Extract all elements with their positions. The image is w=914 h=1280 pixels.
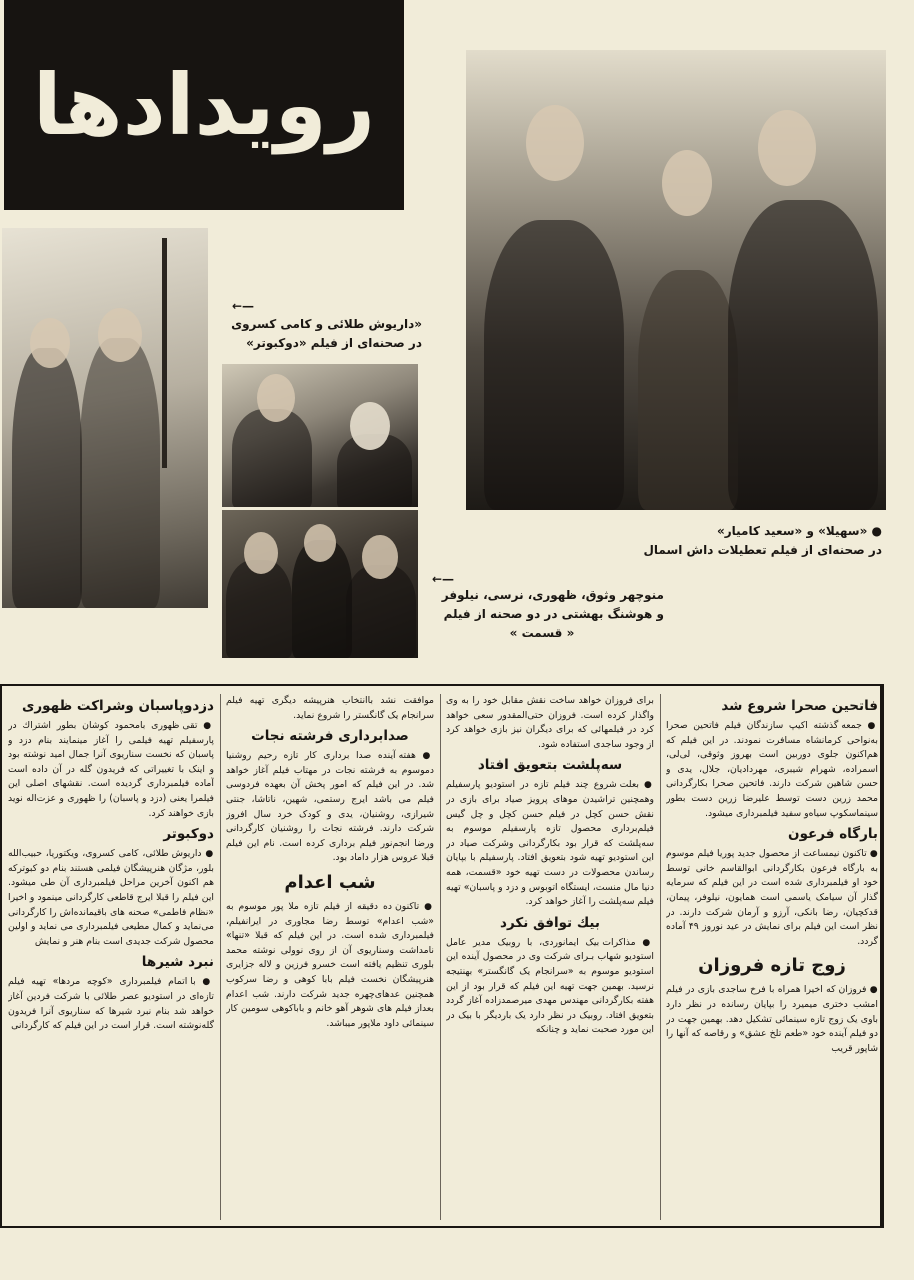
article-text: تقی ظهوری بامحمود کوشان بطور اشتراك در پارسفیلم تهیه فیلمی را آغاز مینمایند بنام دزد و پاسبان که نخست سناریوی آنرا جمال امید نوشته بود و اینک با تغییراتی که فریدون گله در آن داده است آماده فیلمبرداری گردیده است. نقشهای اصلی این فیلمرا یعنی (دزد و پاسبان) را ظهوری و عزت‌اله نوید بازی خواهند کرد. bbox=[8, 720, 214, 819]
caption-line: در صحنه‌ای از فیلم تعطیلات داش اسمال bbox=[643, 543, 882, 557]
article-paragraph bbox=[226, 749, 434, 866]
caption-line bbox=[560, 522, 882, 541]
headline-shab-edam: شب اعدام bbox=[284, 871, 376, 893]
headline-do-kabootar: دوکبوتر bbox=[163, 826, 214, 843]
bullet-icon: ● bbox=[203, 721, 214, 731]
article-paragraph: برای فروزان خواهد ساخت نقش مقابل خود را به وی واگذار کرده است. فروزان حتی‌المقدور سعی خواهد کرد در فیلمهائی که برای دیگران نیز بازی خواهد کرد از وجود ساجدی استفاده شود. bbox=[446, 695, 654, 750]
caption-line: در صحنه‌ای از فیلم «دوکبوتر» bbox=[246, 336, 422, 350]
article-paragraph bbox=[8, 975, 214, 1033]
headline-fereshte-nejat: صدابرداری فرشته نجات bbox=[251, 728, 409, 745]
bullet-icon: ● bbox=[205, 849, 214, 860]
article-paragraph bbox=[8, 719, 214, 821]
column-1 bbox=[666, 694, 878, 1220]
caption-do-kabootar bbox=[212, 315, 422, 353]
headline-beik-tavafogh: بیك توافق نكرد bbox=[500, 914, 600, 931]
caption-line-text: «سهیلا» و «سعید کامیار» bbox=[716, 524, 868, 538]
headline-bargah-feron: بارگاه فرعون bbox=[788, 826, 878, 843]
caption-arrow: ←— bbox=[432, 572, 455, 586]
bullet-icon: ● bbox=[642, 937, 654, 948]
column-3 bbox=[226, 694, 434, 1220]
article-text: داریوش طلائی، کامی کسروی، ویکتوریا، حبیب‌الله بلور، مژگان هنرپیشگان فیلمی هستند بنام دو کبوترکه هم اکنون آخرین مراحل فیلمبرداری آن طی میشود. این فیلم را قبلا ایرج قاطعی کارگردانی مینمود و اخیرا «نظام فاطمی» صحنه های باقیمانده‌اش را کارگردانی می‌نماید و کمال مطیعی فیلمبرداری می نماید و اولین محصول شرکت جدیدی است بنام هنر و نمایش bbox=[8, 848, 214, 947]
article-text: تاکنون ده دقیقه از فیلم تازه ملا پور موسوم به «شب اعدام» توسط رضا مجاوری در ایرانفیلم، فیلمبرداری شده است. در این فیلم که قبلا «تنها» نامداشت وسناریوی آن از روی نوولی نوشته محمد بلوری تنظیم یافته است خسرو فرزین و لاله جزایری هنرپیشگان نخست فیلم بابا کوهی و رضا سرکوب همچنین عدهای‌چهره جدید شرکت دارند. شب اعدام بعداز فیلم های شوهر آهو خانم و باباکوهی سومین کار سینمائی داود ملاپور میباشد. bbox=[226, 900, 434, 1029]
bullet-icon: ● bbox=[202, 977, 214, 988]
article-text: هفته آینده صدا برداری کار تازه رحیم روشنیا دموسوم به فرشته نجات در مهتاب فیلم آغاز خواهد شد. در این فیلم که امور پخش آن بعهده فردوسی فیلم می باشد ایرج رستمی، شهین، ناتاشا، جنتی شیرازی، روشنیان، یدی و کودک خرد سال افروز شرکت دارند. فرشته نجات را روشنیان کارگردانی ورضا انجم‌نور فیلم برداری کرده است. نام این فیلم قبلا عروس هزار داماد بود. bbox=[226, 750, 434, 864]
article-paragraph: موافقت نشد باانتخاب هنرپیشه دیگری تهیه فیلم سرانجام یک گانگستر را شروع نماید. bbox=[226, 695, 434, 721]
column-divider bbox=[660, 694, 661, 1220]
bullet-icon: ● bbox=[867, 721, 878, 731]
article-text: بعلت شروع چند فیلم تازه در استودیو پارسفیلم وهمچنین تراشیدن موهای پرویز صیاد برای بازی در نقش حسن کچل در فیلم حسن کچل و چل گیس فیلم‌برداری محصول تازه پارسفیلم موسوم به سه‌پلشت که قرار بود بکارگردانی وشرکت صیاد در این استودیو تهیه شود بتعویق افتاد. پارسفیلم با بپایان رساندن محصولات در دست تهیه خود «قسمت، همه دنیا مال منست، ایستگاه اتوبوس و دزد و پاسبان» تهیه فیلم سه‌پلشت را آغاز خواهد کرد. bbox=[446, 779, 654, 908]
article-text: جمعه گذشته اکیپ سازندگان فیلم فاتحین صحرا به‌نواحی کرمانشاه مسافرت نمودند. در این فیلم که هم‌اکنون جلوی دوربین است بهروز وثوقی، لی‌لی، اسمراده، شهرام شیبری، مهردادیان، جلال، یدی و حسن شاهین شرکت دارند. فاتحین صحرا بکارگردانی محمد زرین دست توسط علیرضا زرین دست بطور سینماسکوپ سیاه‌و سفید فیلمبرداری میشود. bbox=[666, 720, 878, 819]
headline-fatehin-sahra: فاتحین صحرا شروع شد bbox=[721, 698, 878, 714]
article-text: تاکنون نیمساعت از محصول جدید پوریا فیلم موسوم به بارگاه فرعون بکارگردانی ابوالقاسم خانی توسط خود او فیلمبرداری شده است در این فیلم که سرمایه گذار آن سیامک یاسمی است همایون، نیلوفر، پیمان، قدکچیان، رضا بانکی، آرزو و آرمان شرکت دارند. در نظر است این فیلم برای نمایش در عید نوروز ۴۹ آماده گردد. bbox=[666, 848, 878, 947]
photo-ghesmat-scene bbox=[222, 510, 418, 658]
caption-line: و هوشنگ بهشتی در دو صحنه از فیلم bbox=[443, 607, 664, 621]
article-paragraph bbox=[446, 778, 654, 909]
headline-dozd-pasban: دزدوپاسبان وشراکت ظهوری bbox=[21, 698, 214, 714]
article-paragraph bbox=[226, 900, 434, 1031]
column-divider bbox=[440, 694, 441, 1220]
caption-line: « قسمت » bbox=[509, 626, 575, 640]
bullet-icon: ● bbox=[422, 751, 434, 762]
bullet-icon: ● bbox=[871, 524, 882, 538]
bullet-icon: ● bbox=[424, 901, 434, 912]
article-paragraph bbox=[666, 847, 878, 949]
caption-dash-asmal bbox=[560, 522, 882, 560]
article-paragraph bbox=[666, 719, 878, 821]
photo-two-men-rifle bbox=[2, 228, 208, 608]
caption-line: منوچهر وثوق، ظهوری، نرسی، نیلوفر bbox=[441, 588, 664, 602]
column-divider bbox=[220, 694, 221, 1220]
article-text: مذاکرات بیک ایمانوردی، با روبیک مدیر عامل استودیو شهاب بـرای شرکت وی در محصول آینده این استودیو موسوم به «سرانجام یک گانگستر» بهنتیجه نرسید. بهمین جهت تهیه این فیلم که قرار بود از این هفته بکارگردانی مهندس مهدی میرصمدزاده آغاز گردد بتعویق افتاد. روبیک در نظر دارد یک باردیگر با بیک در این مورد صحبت نماید و چنانکه bbox=[446, 936, 654, 1036]
photo-soheila-saeed-kamyar bbox=[466, 50, 886, 510]
bullet-icon: ● bbox=[869, 849, 878, 860]
headline-nabard-shirha: نبرد شیرها bbox=[141, 954, 214, 971]
column-4 bbox=[8, 694, 214, 1220]
caption-arrow: ←— bbox=[232, 299, 255, 313]
masthead bbox=[4, 0, 404, 210]
article-text: با اتمام فیلمبرداری «کوچه مردها» تهیه فیلم تازه‌ای در استودیو عصر طلائی با شرکت فردین آغاز خواهد شد بنام نبرد شیرها که سناریوی آنرا فریدون گله‌نوشته است. قرار است در این فیلم که کارگردانی bbox=[8, 976, 214, 1032]
headline-zoj-taze-forouzan: زوج تازه فروزان bbox=[698, 955, 846, 977]
photo-do-kabootar-scene bbox=[222, 364, 418, 507]
article-paragraph bbox=[666, 983, 878, 1056]
article-paragraph bbox=[8, 847, 214, 949]
section-title: رویدادها bbox=[32, 56, 376, 154]
news-article-box bbox=[0, 684, 884, 1228]
caption-ghesmat bbox=[420, 586, 664, 643]
column-2 bbox=[446, 694, 654, 1220]
bullet-icon: ● bbox=[644, 780, 654, 791]
article-paragraph bbox=[446, 936, 654, 1038]
headline-seh-pelesht: سه‌پلشت بتعویق افتاد bbox=[477, 757, 623, 774]
article-text: فروزان که اخیرا همراه با فرخ ساجدی بازی در فیلم امشب دختری میمیرد را بپایان رسانده در نظر دارد باوی یک زوج تازه سینمائی تشکیل دهد. بهمین جهت در دو فیلم آینده خود «طعم تلخ عشق» و رقاصه که آنها را شاپور قریب bbox=[666, 984, 878, 1054]
bullet-icon: ● bbox=[869, 985, 878, 996]
caption-line: «داریوش طلائی و کامی کسروی bbox=[231, 317, 422, 331]
